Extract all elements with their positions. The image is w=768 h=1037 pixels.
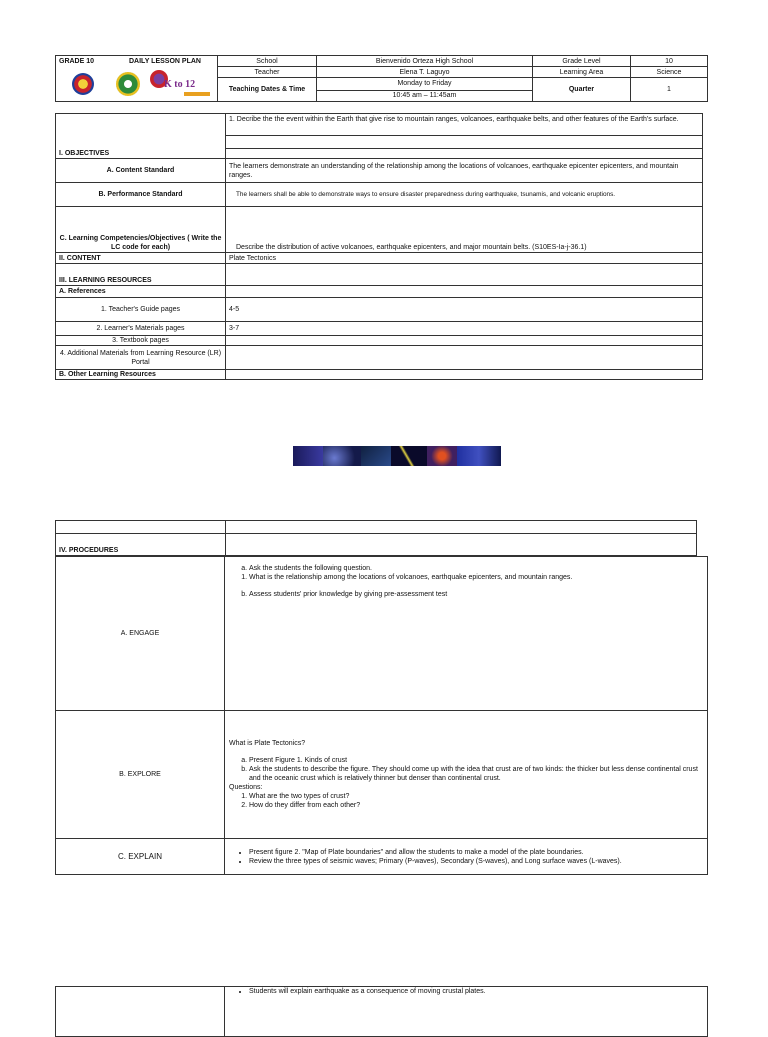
quarter-label: Quarter xyxy=(533,78,631,102)
explain-content xyxy=(225,839,708,875)
dates-label: Teaching Dates & Time xyxy=(218,78,317,102)
procedures-table xyxy=(55,556,708,875)
quarter-value: 1 xyxy=(631,78,708,102)
plan-title: DAILY LESSON PLAN xyxy=(129,57,201,65)
objectives-table xyxy=(55,113,703,380)
competencies-label: C. Learning Competencies/Objectives ( Write the LC code for each) xyxy=(56,207,226,253)
explore-question-2: 2. How do they differ from each other? xyxy=(249,801,703,810)
header-table xyxy=(55,55,708,102)
explore-label: B. EXPLORE xyxy=(56,711,225,839)
explain-bullet-1: • Present figure 2. "Map of Plate boundaries" and allow the students to make a model of the plate boundaries. xyxy=(249,848,703,857)
content-heading: II. CONTENT xyxy=(56,253,226,264)
grade-level-value: 10 xyxy=(631,56,708,67)
k12-logo-text: K to 12 xyxy=(164,78,196,90)
explore-question-1: 1. What are the two types of crust? xyxy=(249,792,703,801)
school-value: Bienvenido Orteza High School xyxy=(317,56,533,67)
learning-area-label: Learning Area xyxy=(533,67,631,78)
tg-value: 4-5 xyxy=(226,298,703,322)
content-standard-text: The learners demonstrate an understanding of the relationship among the locations of volcanoes, earthquake epicenter epicenters, and mountain ranges. xyxy=(226,159,703,183)
objectives-heading: I. OBJECTIVES xyxy=(56,114,226,159)
header-title-cell xyxy=(56,56,218,67)
grade-level-label: Grade Level xyxy=(533,56,631,67)
engage-step-a: a. Ask the students the following question. xyxy=(249,564,703,573)
additional-label: 4. Additional Materials from Learning Resource (LR) Portal xyxy=(56,346,226,370)
continued-content xyxy=(225,987,708,1037)
space-banner-image xyxy=(293,446,501,466)
elaborate-bullet-1: • Students will explain earthquake as a consequence of moving crustal plates. xyxy=(249,987,703,996)
deped-seal-logo xyxy=(72,73,94,95)
procedures-heading: IV. PROCEDURES xyxy=(56,534,226,556)
learning-area-value: Science xyxy=(631,67,708,78)
engage-question-1: 1. What is the relationship among the locations of volcanoes, earthquake epicenters, and mountain ranges. xyxy=(249,573,703,582)
objective-1: 1. Decribe the the event within the Earth that give rise to mountain ranges, volcanoes, earthquake belts, and other features of the Earth's surface. xyxy=(226,114,702,136)
grade-label: GRADE 10 xyxy=(59,57,95,65)
performance-standard-label: B. Performance Standard xyxy=(56,183,226,207)
engage-content xyxy=(225,557,708,711)
textbook-label: 3. Textbook pages xyxy=(56,336,226,346)
content-value: Plate Tectonics xyxy=(226,253,703,264)
lm-label: 2. Learner's Materials pages xyxy=(56,322,226,336)
procedures-continued-table xyxy=(55,986,708,1037)
lm-value: 3-7 xyxy=(226,322,703,336)
explore-intro: What is Plate Tectonics? xyxy=(229,740,306,747)
competencies-text: Describe the distribution of active volcanoes, earthquake epicenters, and major mountain belts. (S10ES-Ia-j-36.1) xyxy=(226,207,703,253)
logos-cell xyxy=(56,67,218,102)
references-heading: A. References xyxy=(56,286,226,298)
content-standard-label: A. Content Standard xyxy=(56,159,226,183)
teacher-label: Teacher xyxy=(218,67,317,78)
k12-logo xyxy=(150,70,212,98)
school-label: School xyxy=(218,56,317,67)
resources-heading: III. LEARNING RESOURCES xyxy=(56,264,226,286)
performance-standard-text: The learners shall be able to demonstrate ways to ensure disaster preparedness during earthquake, tsunamis, and volcanic eruptions. xyxy=(226,183,703,207)
objectives-text xyxy=(226,114,703,159)
explore-content xyxy=(225,711,708,839)
explore-step-a: a. Present Figure 1. Kinds of crust xyxy=(249,756,703,765)
teacher-value: Elena T. Laguyo xyxy=(317,67,533,78)
explain-label: C. EXPLAIN xyxy=(56,839,225,875)
explain-bullet-2: • Review the three types of seismic waves; Primary (P-waves), Secondary (S-waves), and Long surface waves (L-waves). xyxy=(249,857,703,866)
procedures-header-table xyxy=(55,520,697,556)
time-value: 10:45 am – 11:45am xyxy=(317,90,533,101)
explore-step-b: b. Ask the students to describe the figure. They should come up with the idea that crust are of two kinds: the thicker but less dense continental crust and the oceanic crust which is relatively thinner but denser than continental crust. xyxy=(249,765,703,783)
engage-step-b: b. Assess students' prior knowledge by giving pre-assessment test xyxy=(249,590,703,599)
questions-label: Questions: xyxy=(229,784,263,791)
school-seal-logo xyxy=(116,72,140,96)
engage-label: A. ENGAGE xyxy=(56,557,225,711)
tg-label: 1. Teacher's Guide pages xyxy=(56,298,226,322)
other-resources-label: B. Other Learning Resources xyxy=(56,370,226,380)
dates-value: Monday to Friday xyxy=(317,78,533,91)
